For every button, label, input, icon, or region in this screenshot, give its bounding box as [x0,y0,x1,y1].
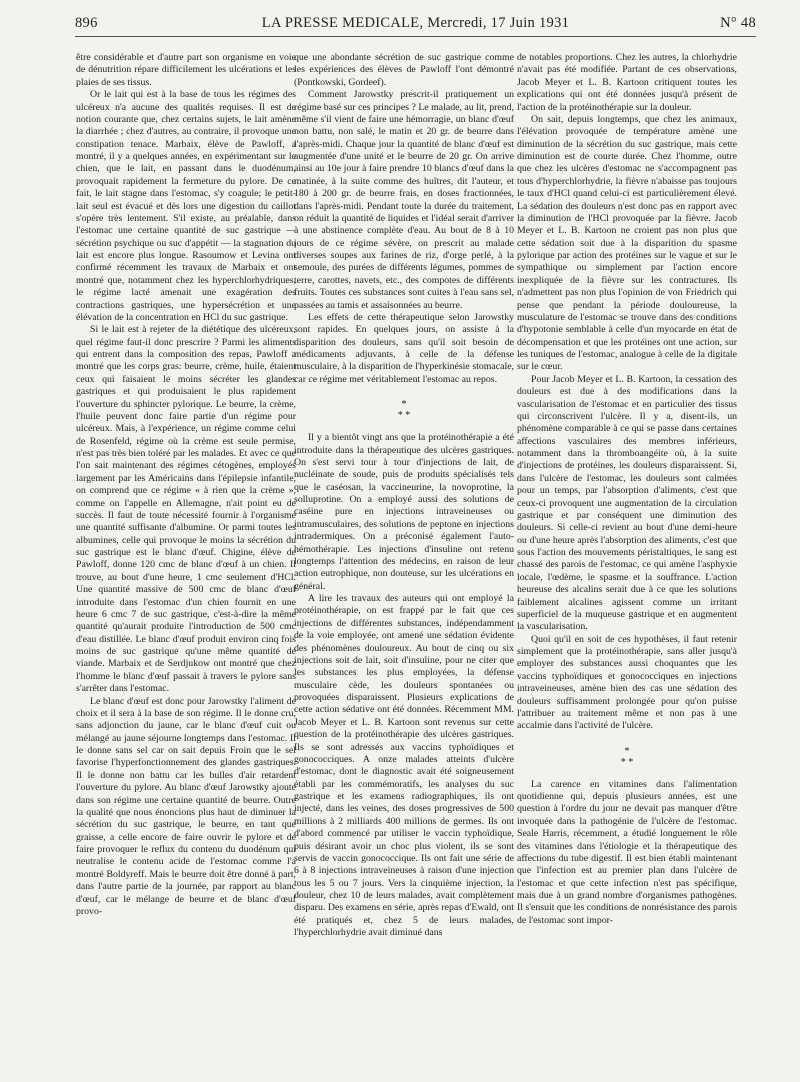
paragraph: Quoi qu'il en soit de ces hypothèses, il faut retenir simplement que la protéinothérapie, sans aller jusqu'à employer des substances aussi choquantes que les vaccins typhoïdiques et gonococciques en injections intraveineuses, amène bien des cas une sédation des douleurs suffisamment prolongée pour qu'on puisse l'attribuer au traitement même et non pas à une accalmie dans l'activité de l'ulcère. [517,633,737,732]
paragraph: Les effets de cette thérapeutique selon Jarowstky sont rapides. En quelques jours, on assiste à la disparition des douleurs, sans qu'il soit besoin de médicaments adjuvants, à celle de la défense musculaire, à la disparition de l'hyperkinésie stomacale, car ce régime met véritablement l'estomac au repos. [294,311,514,385]
paragraph: que une abondante sécrétion de suc gastrique comme les expériences des élèves de Pawloff l'ont démontré (Pontkowski, Gordeef). [294,52,514,88]
paragraph: A lire les travaux des auteurs qui ont employé la protéinothérapie, on est frappé par le fait que ces injections de différentes substances, indépendamment de la voie employée, ont amené une sédation évidente des phénomènes douloureux. Au bout de cinq ou six injections soit de lait, soit d'insuline, pour ne citer que les substances les plus employées, la défense musculaire cède, les douleurs spontanées ou provoquées disparaissent. Plusieurs explications de cette action sédative ont été données. Récemment MM. Jacob Meyer et L. B. Kartoon sont revenus sur cette question de la protéinothérapie des ulcères gastriques. Ils se sont adressés aux vaccins typhoïdiques et gonococciques. A onze malades atteints d'ulcère d'estomac, dont le diagnostic avait été soigneusement établi par les commémoratifs, les analyses du suc gastrique et les examens radiographiques, ils ont injecté, dans les veines, des doses progressives de 500 millions à 2 milliards 400 millions de germes. Ils ont d'abord commencé par utiliser le vaccin typhoïdique, puis désirant avoir un choc plus violent, ils se sont servis de vaccin gonococcique. Ils ont fait une série de 6 à 8 injections intraveineuses à raison d'une injection tous les 5 ou 7 jours. Vers la cinquième injection, la douleur, chez 10 de leurs malades, avait complètement disparu. Des examens en série, après repas d'Ewald, ont été pratiqués et, chez 5 de leurs malades, l'hyperchlorhydrie avait diminué dans [294,593,514,939]
journal-title: LA PRESSE MEDICALE, Mercredi, 17 Juin 1931 [261,15,570,31]
column-left [76,52,296,1070]
paragraph: Le blanc d'œuf est donc pour Jarowstky l'aliment de choix et il sera à la base de son régime. Il le donne cru, sans adjonction du jaune, car le blanc d'œuf cuit ou mélangé au jaune séjourne longtemps dans l'estomac. Il le donne sans sel car on sait depuis Froin que le sel favorise l'hyperfonctionnement des glandes gastriques. Il le donne non battu car les bulles d'air retardent l'ouverture du pylore. Au blanc d'œuf Jarowstky ajoute dans son régime une certaine quantité de beurre. Outre la qualité que nous énoncions plus haut de diminuer la sécrétion du suc gastrique, le beurre, en tant que graisse, a celle encore de faire ouvrir le pylore et de faire provoquer le reflux du contenu du duodénum qui neutralise le contenu acide de l'estomac comme l'a montré Boldyreff. Mais le beurre doit être donné à part, dans l'autre partie de la journée, par rapport au blanc d'œuf, car le mélange de beurre et de blanc d'œuf provo- [76,695,296,917]
paragraph: La carence en vitamines dans l'alimentation quotidienne qui, depuis plusieurs années, est une question à l'ordre du jour ne devait pas manquer d'être invoquée dans la pathogénie de l'ulcère de l'estomac. Seale Harris, récemment, a étudié longuement le rôle des vitamines dans l'étiologie et la thérapeutique des affections du tube digestif. Il est bien établi maintenant que l'infection est au premier plan dans l'ulcère de l'estomac et que cette infection n'est pas spécifique, mais due à un grand nombre d'organismes pathogènes. Il s'ensuit que les conditions de nonrésistance des parois de l'estomac sont impor- [517,778,737,926]
asterism-top: * [624,745,630,757]
paragraph: Or le lait qui est à la base de tous les régimes des ulcéreux n'a aucune des qualités requises. Il est de notion courante que, chez certains sujets, le lait amène la diarrhée ; chez d'autres, au contraire, il provoque une constipation tenace. Marbaix, élève de Pawloff, a montré, il y a quelques années, en expérimentant sur le chien, que le lait, en passant dans le duodénum, provoquait rapidement la fermeture du pylore. De ce fait, le lait stagne dans l'estomac, s'y coagule; le petit-lait seul est évacué et dès lors une digestion du caillot s'opère très lentement. S'il existe, au préalable, dans l'estomac une certaine quantité de suc gastrique — sécrétion psychique ou suc d'appétit — la stagnation du lait est encore plus longue. Rasoumow et Levina ont confirmé récemment les travaux de Marbaix et ont montré que, notamment chez les hyperchlorhydriques, le régime lacté amenait une exagération des contractions gastriques, une hypersécrétion et une élévation de la concentration en HCl du suc gastrique. [76,89,296,323]
asterism-bottom: * * [397,410,411,422]
asterism-top: * [401,399,407,411]
page-header [75,12,756,38]
paragraph: de notables proportions. Chez les autres, la chlorhydrie n'avait pas été modifiée. Partant de ces observations, Jacob Meyer et L. B. Kartoon critiquent toutes les explications qui ont été données jusqu'à présent de l'action de la protéinothérapie sur la douleur. [517,52,737,113]
issue-number: N° 48 [720,15,756,31]
column-right [517,52,737,1070]
header-rule [75,36,756,37]
column-middle [294,52,514,1070]
asterism-bottom: * * [620,756,634,768]
section-separator [517,746,737,768]
page-number: 896 [75,15,98,31]
paragraph: Il y a bientôt vingt ans que la protéinothérapie a été introduite dans la thérapeutique des ulcères gastriques. On s'est servi tour à tour d'injections de lait, de nucléinate de soude, puis de produits spécialisés tels que le caséosan, la vaccineurine, la novoprotine, la solluprotine. On a employé aussi des solutions de caséine pure en injections intraveineuses ou intramusculaires, des solutions de peptone en injections intradermiques. On a préconisé également l'auto-hémothérapie. Les injections d'insuline ont retenu longtemps l'attention des médecins, en raison de leur action eutrophique, non douteuse, sur les ulcérations en général. [294,432,514,592]
paragraph: Pour Jacob Meyer et L. B. Kartoon, la cessation des douleurs est due à des modifications dans la vascularisation de l'estomac et en particulier des tissus qui circonscrivent l'ulcère. Il y a, disent-ils, un phénomène comparable à ce qui se passe dans certaines affections vasculaires des membres inférieurs, notamment dans la thromboangéite où, à la suite d'injections de protéines, les douleurs disparaissent. Si, dans l'ulcère de l'estomac, les douleurs sont calmées pour un temps, par l'absorption d'aliments, c'est que ceux-ci provoquent une augmentation de la circulation gastrique et par conséquent une diminution des douleurs. Si celle-ci revient au bout d'une demi-heure ou d'une heure après l'absorption des aliments, c'est que sous l'action des mouvements péristaltiques, le sang est chassé des parois de l'estomac, ce qui amène l'asphyxie locale, l'œdème, le spasme et la souffrance. L'action heureuse des alcalins serait due à ce que les solutions faiblement alcalines agissent comme un irritant superficiel de la muqueuse gastrique et en augmentent la vascularisation. [517,373,737,633]
paragraph: On sait, depuis longtemps, que chez les animaux, l'élévation provoquée de température amène une diminution de la sécrétion du suc gastrique, mais cette diminution est de courte durée. Chez l'homme, outre que chez les ulcères d'estomac ne s'accompagnent pas tous d'hyperchlorhydrie, la fièvre n'abaisse pas toujours le taux d'HCl quand celui-ci est particulièrement élevé. La sédation des douleurs n'est donc pas en rapport avec la diminution de l'HCl provoquée par la fièvre. Jacob Meyer et L. B. Kartoon ne croient pas non plus que cette sédation soit due à la disparition du spasme pylorique par action des protéines sur le vague et sur le sympathique ou simplement par l'action encore inexpliquée de la fièvre sur les contractures. Ils n'admettent pas non plus l'opinion de von Friedrich qui pense que pendant la période douloureuse, la musculature de l'estomac se trouve dans des conditions d'hypotonie semblable à celle d'un myocarde en état de décompensation et que les protéines ont une action, sur les tuniques de l'estomac, analogue à celle de la digitale sur le cœur. [517,113,737,373]
section-separator [294,399,514,421]
paragraph: être considérable et d'autre part son organisme en voie de dénutrition répare difficilement les ulcérations et les plaies de ses tissus. [76,52,296,88]
paragraph: Comment Jarowstky prescrit-il pratiquement un régime basé sur ces principes ? Le malade, au lit, prend, même s'il vient de faire une hémorragie, un blanc d'œuf non battu, non salé, le matin et 20 gr. de beurre dans l'après-midi. Chaque jour la quantité de blanc d'œuf est augmentée d'une unité et le beurre de 20 gr. On arrive ainsi au 10e jour à faire prendre 10 blancs d'œuf dans la matinée, à la suite comme des huîtres, dit l'auteur, et 180 à 200 gr. de beurre frais, en doses fractionnées, dans l'après-midi. Pendant toute la durée du traitement, on réduit la quantité de liquides et l'idéal serait d'arriver à une abstinence complète d'eau. Au bout de 8 à 10 jours de ce régime sévère, on prescrit au malade diverses soupes aux farines de riz, d'orge perlé, à la semoule, des purées de différents légumes, pommes de terre, carottes, navets, etc., des compotes de différents fruits. Toutes ces substances sont cuites à l'eau sans sel, passées au tamis et assaisonnées au beurre. [294,89,514,311]
paragraph: Si le lait est à rejeter de la diététique des ulcéreux, quel régime faut-il donc prescrire ? Parmi les aliments qui entrent dans la composition des repas, Pawloff a montré que les corps gras: beurre, crème, huile, étaient ceux qui faisaient le moins sécréter les glandes gastriques et qui produisaient le plus rapidement l'ouverture du sphincter pylorique. Le beurre, la crème, l'huile peuvent donc faire partie d'un régime pour ulcéreux. Mais, à l'expérience, un régime comme celui de Rosenfeld, régime où la crème est seule permise, n'est pas très bien toléré par les malades. Et avec ce que l'on sait maintenant des régimes cétogènes, employés largement par les Américains dans l'épilepsie infantile, on comprend que ce régime « à rien que la crème », comme on l'appelle en Allemagne, n'ait point eu de succès. Il faut de toute nécessité fournir à l'organisme une quantité suffisante d'albumine. Or parmi toutes les albumines, celle qui provoque le moins la sécrétion du suc gastrique est le blanc d'œuf. Chigine, élève de Pawloff, donne 120 cmc de blanc d'œuf à un chien. Il trouve, au bout d'une heure, 1 cmc seulement d'HCl. Une quantité massive de 500 cmc de blanc d'œuf introduite dans l'estomac d'un chien fournit en une heure 6 cmc 7 de suc gastrique, c'est-à-dire la même quantité qu'aurait produite l'introduction de 500 cmc d'eau distillée. Le blanc d'œuf produit environ cinq fois moins de suc gastrique qu'une même quantité de viande. Marbaix et de Serdjukow ont montré que chez l'homme le blanc d'œuf passait à travers le pylore sans s'arrêter dans l'estomac. [76,324,296,695]
